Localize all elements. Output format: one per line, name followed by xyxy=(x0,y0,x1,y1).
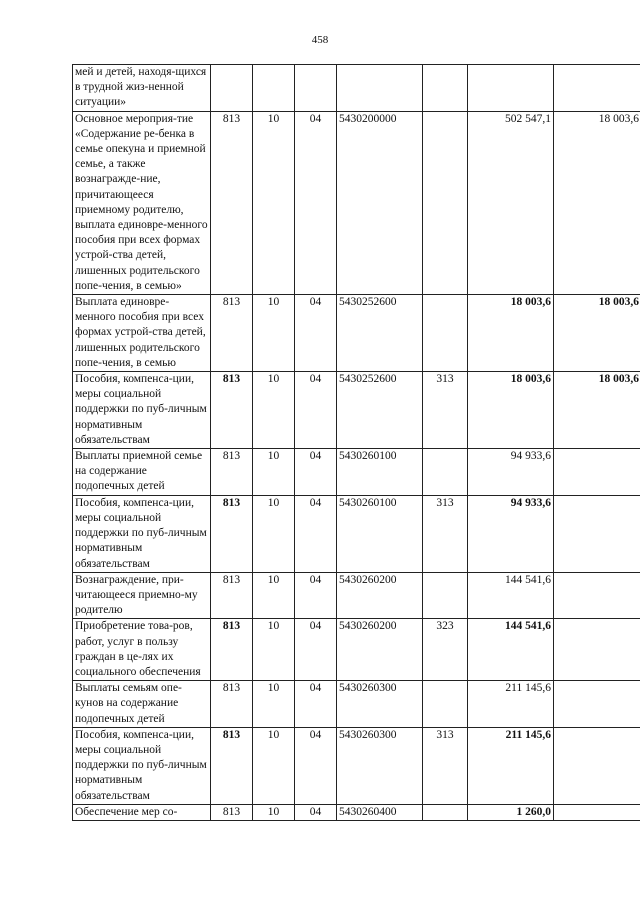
row-csr: 5430252600 xyxy=(337,295,423,372)
row-vr xyxy=(423,295,468,372)
row-sum2 xyxy=(554,572,640,619)
row-sum2 xyxy=(554,681,640,728)
row-name: Вознаграждение, при-читающееся приемно-му родителю xyxy=(73,572,211,619)
row-rz: 10 xyxy=(253,619,295,681)
row-ved: 813 xyxy=(211,619,253,681)
row-pr: 04 xyxy=(295,681,337,728)
row-vr: 313 xyxy=(423,727,468,804)
row-rz: 10 xyxy=(253,295,295,372)
row-name: Пособия, компенса-ции, меры социальной поддержки по пуб-личным нормативным обязательствам xyxy=(73,495,211,572)
row-vr xyxy=(423,681,468,728)
table-row xyxy=(73,572,640,619)
row-rz: 10 xyxy=(253,681,295,728)
row-pr: 04 xyxy=(295,295,337,372)
row-ved: 813 xyxy=(211,495,253,572)
row-name: Обеспечение мер со- xyxy=(73,804,211,820)
row-vr: 323 xyxy=(423,619,468,681)
row-vr xyxy=(423,449,468,496)
row-csr xyxy=(337,65,423,112)
row-sum2: 18 003,6 xyxy=(554,372,640,449)
table-row xyxy=(73,449,640,496)
row-ved: 813 xyxy=(211,372,253,449)
row-csr: 5430260300 xyxy=(337,681,423,728)
row-name: Выплата единовре-менного пособия при всех формах устрой-ства детей, лишенных родительского попе-чения, в семью xyxy=(73,295,211,372)
row-rz: 10 xyxy=(253,495,295,572)
row-ved: 813 xyxy=(211,111,253,294)
row-name: Пособия, компенса-ции, меры социальной поддержки по пуб-личным нормативным обязательствам xyxy=(73,727,211,804)
row-ved xyxy=(211,65,253,112)
row-sum1 xyxy=(468,65,554,112)
row-rz: 10 xyxy=(253,572,295,619)
row-sum1: 94 933,6 xyxy=(468,495,554,572)
table-row xyxy=(73,804,640,820)
row-name: мей и детей, находя-щихся в трудной жиз-ненной ситуации» xyxy=(73,65,211,112)
row-ved: 813 xyxy=(211,572,253,619)
row-ved: 813 xyxy=(211,681,253,728)
row-pr: 04 xyxy=(295,572,337,619)
row-csr: 5430260200 xyxy=(337,619,423,681)
row-name: Выплаты семьям опе-кунов на содержание подопечных детей xyxy=(73,681,211,728)
row-csr: 5430200000 xyxy=(337,111,423,294)
row-ved: 813 xyxy=(211,727,253,804)
row-sum1: 502 547,1 xyxy=(468,111,554,294)
row-sum2: 18 003,6 xyxy=(554,111,640,294)
table-row xyxy=(73,619,640,681)
table-row xyxy=(73,727,640,804)
row-vr xyxy=(423,572,468,619)
row-rz: 10 xyxy=(253,111,295,294)
row-ved: 813 xyxy=(211,804,253,820)
table-row xyxy=(73,372,640,449)
row-ved: 813 xyxy=(211,295,253,372)
row-vr: 313 xyxy=(423,495,468,572)
row-sum1: 144 541,6 xyxy=(468,572,554,619)
row-sum1: 18 003,6 xyxy=(468,295,554,372)
row-sum2 xyxy=(554,804,640,820)
row-rz xyxy=(253,65,295,112)
row-ved: 813 xyxy=(211,449,253,496)
row-csr: 5430260400 xyxy=(337,804,423,820)
table-row xyxy=(73,295,640,372)
table-row xyxy=(73,681,640,728)
row-pr: 04 xyxy=(295,111,337,294)
row-vr xyxy=(423,65,468,112)
row-sum1: 18 003,6 xyxy=(468,372,554,449)
row-csr: 5430260300 xyxy=(337,727,423,804)
row-pr: 04 xyxy=(295,619,337,681)
row-name: Пособия, компенса-ции, меры социальной поддержки по пуб-личным нормативным обязательствам xyxy=(73,372,211,449)
row-csr: 5430260100 xyxy=(337,495,423,572)
row-sum1: 1 260,0 xyxy=(468,804,554,820)
table-row xyxy=(73,111,640,294)
row-csr: 5430260200 xyxy=(337,572,423,619)
row-pr: 04 xyxy=(295,804,337,820)
row-vr xyxy=(423,111,468,294)
row-pr xyxy=(295,65,337,112)
row-sum1: 144 541,6 xyxy=(468,619,554,681)
row-name: Выплаты приемной семье на содержание подопечных детей xyxy=(73,449,211,496)
row-sum1: 94 933,6 xyxy=(468,449,554,496)
table-row xyxy=(73,495,640,572)
table-row xyxy=(73,65,640,112)
row-sum1: 211 145,6 xyxy=(468,681,554,728)
row-rz: 10 xyxy=(253,804,295,820)
page-number: 458 xyxy=(311,34,329,46)
row-rz: 10 xyxy=(253,372,295,449)
row-pr: 04 xyxy=(295,449,337,496)
row-sum2: 18 003,6 xyxy=(554,295,640,372)
row-sum1: 211 145,6 xyxy=(468,727,554,804)
row-pr: 04 xyxy=(295,495,337,572)
row-sum2 xyxy=(554,449,640,496)
row-sum2 xyxy=(554,495,640,572)
row-rz: 10 xyxy=(253,449,295,496)
row-pr: 04 xyxy=(295,727,337,804)
row-sum2 xyxy=(554,619,640,681)
row-name: Основное мероприя-тие «Содержание ре-бенка в семье опекуна и приемной семье, а также вознагражде-ние, причитающееся приемному родителю, выплата единовре-менного пособия при всех формах устрой-ства детей, лишенных родительского попе-чения, в семью» xyxy=(73,111,211,294)
row-vr xyxy=(423,804,468,820)
row-vr: 313 xyxy=(423,372,468,449)
budget-table xyxy=(72,64,640,821)
row-name: Приобретение това-ров, работ, услуг в пользу граждан в це-лях их социального обеспечения xyxy=(73,619,211,681)
row-csr: 5430260100 xyxy=(337,449,423,496)
row-csr: 5430252600 xyxy=(337,372,423,449)
row-pr: 04 xyxy=(295,372,337,449)
row-sum2 xyxy=(554,65,640,112)
row-sum2 xyxy=(554,727,640,804)
row-rz: 10 xyxy=(253,727,295,804)
